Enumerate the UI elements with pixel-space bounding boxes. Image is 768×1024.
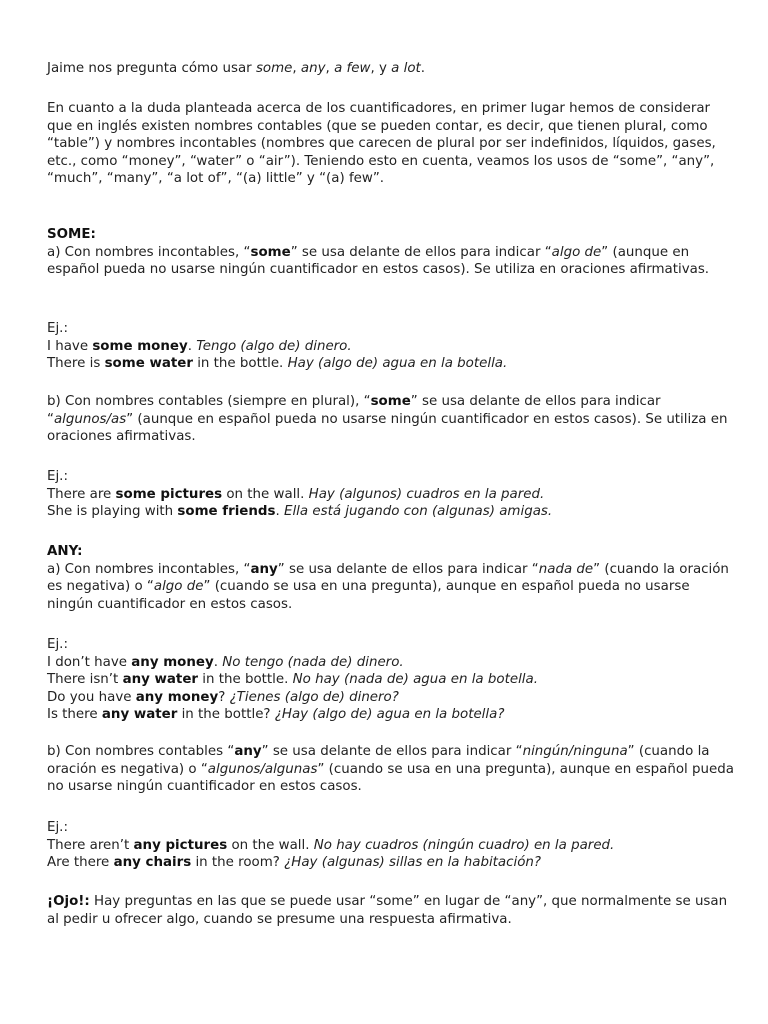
term-a-few: a few: [334, 61, 371, 76]
translation: Hay (algo de) agua en la botella.: [287, 356, 508, 372]
keyword: any: [234, 744, 262, 759]
example-line: [47, 689, 737, 707]
meaning: algunos/algunas: [207, 761, 318, 777]
translation: Ella está jugando con (algunas) amigas.: [284, 504, 553, 520]
text: .: [275, 504, 284, 520]
text: b) Con nombres contables (siempre en plural), “: [47, 394, 371, 409]
translation: ¿Tienes (algo de) dinero?: [229, 689, 399, 705]
translation: No hay cuadros (ningún cuadro) en la pared.: [313, 837, 615, 853]
example-line: [47, 338, 737, 356]
example-label: Ej.:: [47, 637, 68, 652]
meaning: ningún/ninguna: [522, 744, 628, 759]
text: ” (cuando la oración es negativa) o “: [47, 561, 729, 595]
any-rule-b: [47, 743, 737, 796]
text: There isn’t: [47, 672, 123, 688]
text: ” se usa delante de ellos para indicar “: [261, 744, 523, 759]
text: There is: [47, 356, 105, 372]
text: There aren’t: [47, 837, 134, 853]
keyword: some money: [92, 338, 188, 354]
text: ” se usa delante de ellos para indicar “: [277, 561, 539, 577]
example-label: Ej.:: [47, 321, 68, 336]
meaning: algo de: [551, 244, 602, 260]
keyword: any money: [135, 689, 219, 705]
text: She is playing with: [47, 504, 178, 520]
intro-line: [47, 60, 737, 78]
text: in the room?: [191, 855, 285, 871]
example-label: Ej.:: [47, 820, 68, 835]
sep: ,: [325, 61, 335, 76]
text: .: [187, 338, 197, 354]
keyword: any pictures: [133, 837, 228, 853]
text: a) Con nombres incontables, “: [47, 244, 251, 260]
ojo-note: [47, 893, 737, 928]
keyword: some pictures: [115, 486, 223, 502]
text: in the bottle.: [192, 356, 288, 372]
text: I have: [47, 338, 93, 354]
any-section: [47, 543, 737, 613]
example-line: [47, 706, 737, 724]
text: ” (aunque en español pueda no usarse ningún cuantificador en estos casos). Se utiliza en oraciones afirmativas.: [47, 244, 710, 278]
ojo-label: ¡Ojo!:: [47, 894, 90, 909]
example-line: [47, 503, 737, 521]
keyword: any chairs: [113, 855, 192, 871]
any-examples-b: [47, 819, 737, 872]
translation: No tengo (nada de) dinero.: [222, 654, 404, 670]
some-examples-a: [47, 320, 737, 373]
example-line: [47, 654, 737, 672]
keyword: some: [250, 244, 291, 260]
example-line: [47, 837, 737, 855]
text: b) Con nombres contables “: [47, 744, 235, 759]
text: Is there: [47, 707, 102, 723]
example-line: [47, 671, 737, 689]
meaning: algunos/as: [53, 411, 127, 427]
text: ” se usa delante de ellos para indicar “: [290, 244, 552, 260]
any-rule-a: [47, 561, 737, 614]
intro-text: Jaime nos pregunta cómo usar: [47, 61, 256, 76]
some-rule-a: [47, 244, 737, 279]
term-any: any: [300, 61, 326, 76]
translation: Tengo (algo de) dinero.: [196, 338, 352, 354]
sep: ,: [292, 61, 301, 76]
some-rule-b: [47, 393, 737, 446]
sep: .: [420, 61, 426, 76]
any-examples-a: [47, 636, 737, 724]
keyword: any money: [131, 654, 214, 670]
text: ” (aunque en español pueda no usarse ningún cuantificador en estos casos). Se utiliza en oraciones afirmativas.: [47, 411, 728, 445]
term-a-lot: a lot: [391, 61, 421, 76]
text: in the bottle.: [198, 672, 293, 688]
keyword: some water: [104, 356, 193, 372]
meaning: algo de: [153, 579, 204, 595]
intro-paragraph: En cuanto a la duda planteada acerca de los cuantificadores, en primer lugar hemos de considerar que en inglés existen nombres contables (que se pueden contar, es decir, que tienen plural, como “table”) y nombres incontables (nombres que carecen de plural por ser indefinidos, líquidos, gases, etc., como “money”, “water” o “air”). Teniendo esto en cuenta, veamos los usos de “some”, “any”, “much”, “many”, “a lot of”, “(a) little” y “(a) few”.: [47, 101, 716, 187]
text: on the wall.: [222, 486, 309, 502]
text: ” (cuando se usa en una pregunta), aunque en español pueda no usarse ningún cuantificador en estos casos.: [47, 579, 690, 612]
example-line: [47, 854, 737, 872]
keyword: any water: [101, 707, 178, 723]
translation: No hay (nada de) agua en la botella.: [292, 672, 538, 688]
keyword: any: [250, 561, 278, 577]
sep: , y: [370, 61, 392, 76]
text: in the bottle?: [177, 707, 275, 723]
text: Do you have: [47, 689, 136, 705]
example-line: [47, 486, 737, 504]
example-line: [47, 355, 737, 373]
any-heading: ANY:: [47, 544, 83, 559]
term-some: some: [255, 61, 293, 76]
text: a) Con nombres incontables, “: [47, 561, 251, 577]
text: ” se usa delante de ellos para indicar “: [47, 394, 661, 427]
example-label: Ej.:: [47, 469, 68, 484]
text: There are: [47, 486, 116, 502]
text: .: [213, 654, 223, 670]
translation: Hay (algunos) cuadros en la pared.: [308, 486, 545, 502]
text: ” (cuando la oración es negativa) o “: [47, 744, 710, 777]
text: on the wall.: [227, 837, 314, 853]
translation: ¿Hay (algo de) agua en la botella?: [274, 707, 505, 723]
some-examples-b: [47, 468, 737, 521]
some-section: [47, 226, 737, 279]
some-heading: SOME:: [47, 227, 96, 242]
text: Are there: [47, 855, 114, 871]
ojo-text: Hay preguntas en las que se puede usar “some” en lugar de “any”, que normalmente se usan al pedir u ofrecer algo, cuando se presume una respuesta afirmativa.: [47, 894, 728, 927]
keyword: any water: [122, 672, 199, 688]
meaning: nada de: [538, 561, 594, 577]
translation: ¿Hay (algunas) sillas en la habitación?: [284, 855, 542, 871]
text: I don’t have: [47, 654, 132, 670]
text: ?: [218, 689, 230, 705]
keyword: some friends: [177, 504, 276, 520]
keyword: some: [370, 394, 411, 409]
text: ” (cuando se usa en una pregunta), aunque en español pueda no usarse ningún cuantificador en estos casos.: [47, 761, 734, 795]
